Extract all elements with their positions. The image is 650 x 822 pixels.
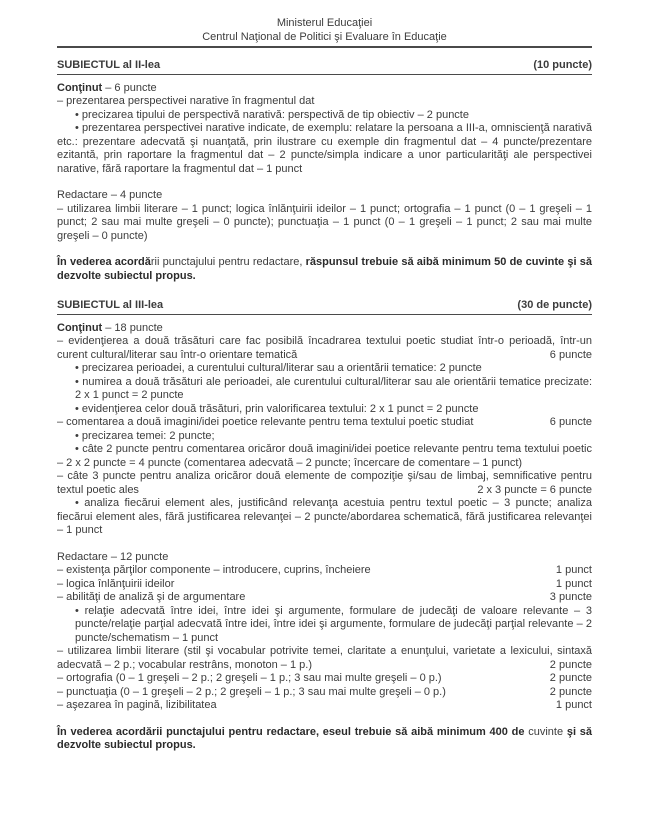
subject3-total-points: (30 de puncte) — [517, 299, 592, 311]
content-points-label: – 18 puncte — [102, 321, 163, 334]
subject2-redactare-heading — [57, 189, 592, 203]
criterion-line — [57, 416, 592, 430]
criterion-line — [57, 578, 592, 592]
redactare-label: Redactare — [57, 189, 108, 201]
points-value: 6 puncte — [549, 348, 592, 361]
content-points-label: – 6 puncte — [102, 81, 157, 94]
points-value: 2 puncte — [549, 658, 592, 671]
content-label: Conţinut — [57, 321, 103, 334]
criterion-line — [57, 591, 592, 605]
subject2-heading — [57, 59, 592, 75]
points-value: 2 puncte — [549, 672, 592, 684]
bullet-item: • precizarea tipului de perspectivă narativă: perspectivă de tip obiectiv – 2 puncte — [57, 109, 592, 123]
note-bold-text: În vederea acordării punctajului pentru redactare, eseul trebuie să aibă minimum 400 de — [57, 725, 529, 738]
subject2-note — [57, 256, 592, 283]
center-line: Centrul Naţional de Politici şi Evaluare în Educaţie — [202, 30, 447, 43]
subject2-title: SUBIECTUL al II-lea — [57, 59, 161, 71]
bullet-item: • evidenţierea celor două trăsături, prin valorificarea textului: 2 x 1 punct = 2 puncte — [57, 403, 592, 417]
ministry-line: Ministerul Educaţiei — [276, 17, 373, 29]
points-value: 1 punct — [555, 564, 592, 576]
points-value: 2 puncte — [549, 685, 592, 698]
note-bold-text: În vederea acordă — [57, 256, 151, 268]
note-bold-text: şi să dezvolte subiectul propus. — [57, 725, 592, 751]
subject3-redactare-heading — [57, 551, 592, 565]
criterion-text: – existenţa părţilor componente – introducere, cuprins, încheiere — [57, 564, 371, 576]
points-value: 2 x 3 puncte = 6 puncte — [477, 483, 592, 496]
subject2-total-points: (10 puncte) — [533, 59, 592, 71]
criterion-text: – câte 3 puncte pentru analiza oricăror două elemente de compoziţie şi/sau de limbaj, semnificative pentru textul poetic ales — [57, 470, 592, 496]
header-rule — [57, 46, 592, 48]
redactare-points-label: – 4 puncte — [107, 189, 163, 201]
note-bold-text: răspunsul trebuie să aibă minimum 50 de cuvinte şi să dezvolte subiectul propus. — [57, 256, 592, 282]
criterion-text: – evidenţierea a două trăsături care fac posibilă încadrarea textului poetic studiat într-o perioadă, într-un curent cultural/literar sau într-o orientare tematică — [57, 335, 592, 361]
subject2-content-heading — [57, 82, 592, 96]
bullet-item: • numirea a două trăsături ale perioadei, ale curentului cultural/literar sau ale orientării tematice precizate: 2 x 1 punct = 2 puncte — [75, 376, 592, 403]
criterion-text: – punctuaţia (0 – 1 greşeli – 2 p.; 2 greşeli – 1 p.; 3 sau mai multe greşeli – 0 p.) — [57, 685, 446, 698]
criterion-line: – utilizarea limbii literare – 1 punct; logica înlănţuirii ideilor – 1 punct; ortografia – 1 punct (0 – 1 greşeli – 1 punct; 2 sau mai multe greşeli – 0 puncte); punctuaţia – 1 punct (0 – 1 greşeli – 1 punct; 2 sau mai multe greşeli – 0 puncte) — [57, 202, 592, 242]
header — [57, 17, 592, 44]
criterion-line — [57, 699, 592, 713]
content-label: Conţinut — [57, 81, 103, 94]
criterion-line — [57, 470, 592, 497]
criterion-line — [57, 672, 592, 686]
bullet-item: • precizarea perioadei, a curentului cultural/literar sau a orientării tematice: 2 puncte — [57, 362, 592, 376]
subject3-heading — [57, 299, 592, 315]
bullet-item: • prezentarea perspectivei narative indicate, de exemplu: relatare la persoana a III-a, omniscienţă narativă etc.: prezentare adecvată şi nuanţată, prin ilustrare cu exemple din fragmentul dat – 4 puncte/prezentare ezitantă, prin raportare la fragmentul dat – 2 puncte/simpla indicare a unor particularităţi ale perspectivei narative, fără raportare la fragmentul dat – 1 punct — [57, 122, 592, 176]
bullet-item: • relaţie adecvată între idei, între idei şi argumente, formulare de judecăţi de valoare relevante – 3 puncte/relaţie parţial adecvată între idei, între idei şi argumente, formulare de judecăţi parţial relevante – 2 puncte/schematism – 1 punct — [75, 605, 592, 646]
criterion-text: – aşezarea în pagină, lizibilitatea — [57, 699, 217, 711]
bullet-item: • câte 2 puncte pentru comentarea oricăror două imagini/idei poetice relevante pentru tema textului poetic – 2 x 2 puncte = 4 puncte (comentarea adecvată – 2 puncte; încercare de comentare – 1 punct) — [57, 443, 592, 470]
points-value: 1 punct — [555, 577, 592, 590]
criterion-text: – abilităţi de analiză şi de argumentare — [57, 591, 246, 603]
subject3-title: SUBIECTUL al III-lea — [57, 299, 164, 311]
criterion-line — [57, 564, 592, 578]
criterion-text: – comentarea a două imagini/idei poetice relevante pentru tema textului poetic studiat — [57, 416, 474, 428]
criterion-line — [57, 645, 592, 672]
criterion-text: – logica înlănţuirii ideilor — [57, 577, 175, 590]
note-regular-text: rii punctajului pentru redactare, — [150, 256, 306, 268]
points-value: 6 puncte — [549, 416, 592, 428]
points-value: 3 puncte — [549, 591, 592, 603]
criterion-text: – ortografia (0 – 1 greşeli – 2 p.; 2 greşeli – 1 p.; 3 sau mai multe greşeli – 0 p.) — [57, 672, 442, 684]
criterion-line — [57, 335, 592, 362]
criterion-line — [57, 686, 592, 700]
bullet-item: • precizarea temei: 2 puncte; — [57, 430, 592, 444]
criterion-line: – prezentarea perspectivei narative în fragmentul dat — [57, 95, 315, 107]
criterion-text: – utilizarea limbii literare (stil şi vocabular potrivite temei, claritate a enunţului, varietate a lexicului, sintaxă adecvată – 2 p.; vocabular restrâns, monoton – 1 p.) — [57, 645, 592, 671]
bullet-item: • analiza fiecărui element ales, justificând relevanţa acestuia pentru textul poetic – 3 puncte; analiza fiecărui element ales, fără justificarea relevanţei – 2 puncte/abordarea schematică, fără justificarea relevanţei – 1 punct — [57, 497, 592, 538]
redactare-label: Redactare — [57, 550, 108, 563]
subject3-content-heading — [57, 322, 592, 336]
points-value: 1 punct — [555, 699, 592, 711]
redactare-points-label: – 12 puncte — [107, 550, 169, 563]
note-regular-text: cuvinte — [528, 725, 567, 738]
subject3-note — [57, 726, 592, 753]
